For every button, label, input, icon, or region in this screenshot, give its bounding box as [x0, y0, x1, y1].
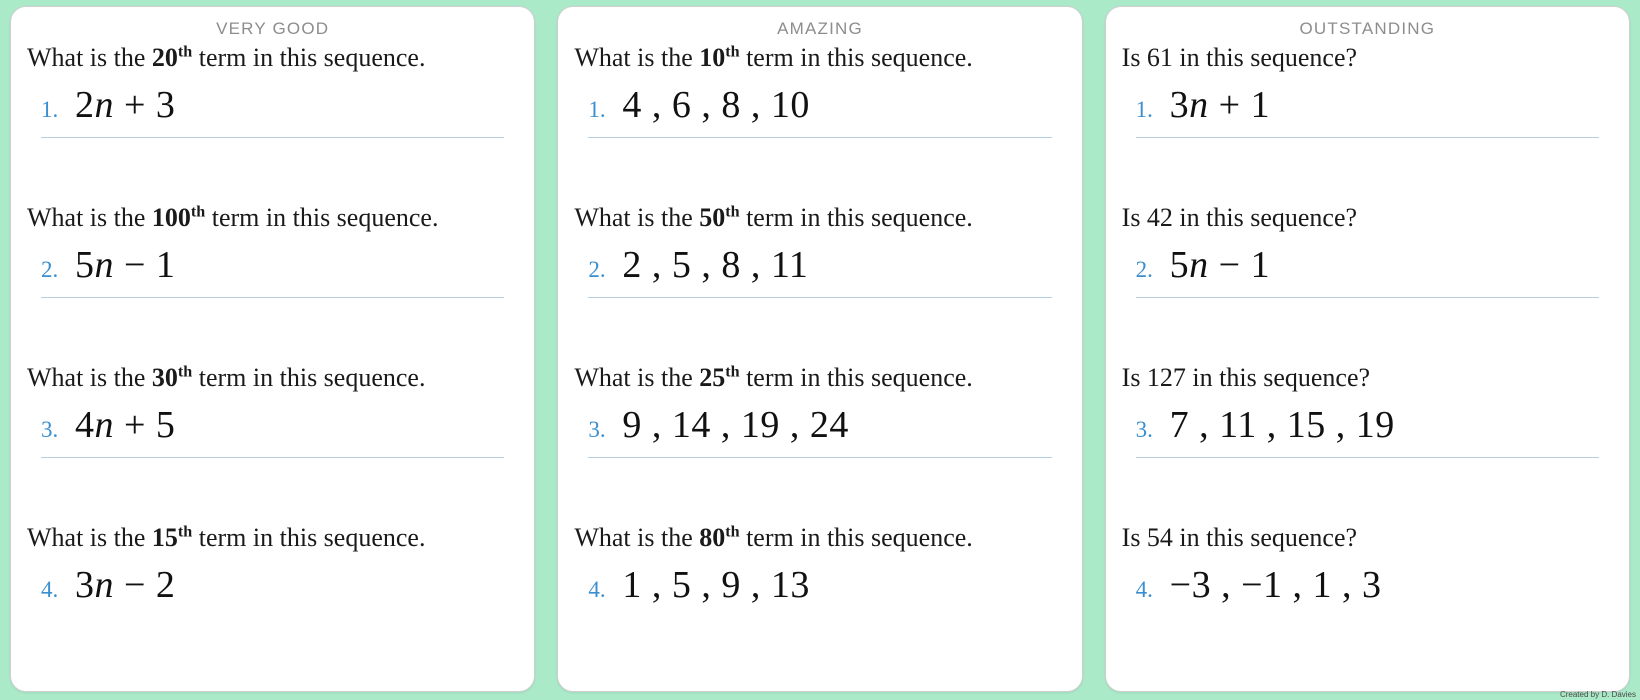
item-number: 4. [1135, 576, 1153, 602]
card-outstanding [1105, 6, 1630, 692]
item-number: 3. [41, 416, 59, 442]
question-item [27, 201, 518, 361]
question-text: What is the 80th term in this sequence. [574, 523, 973, 552]
answer-row [574, 243, 1065, 287]
question-text: Is 61 in this sequence? [1121, 43, 1358, 72]
question-item [574, 201, 1065, 361]
divider [588, 137, 1051, 138]
divider [1136, 137, 1599, 138]
item-number: 4. [588, 576, 606, 602]
card-title: OUTSTANDING [1299, 19, 1436, 38]
answer-row [1122, 83, 1613, 127]
answer-expression: 1 , 5 , 9 , 13 [622, 563, 810, 606]
question-item [1122, 361, 1613, 521]
question-text: What is the 100th term in this sequence. [27, 203, 439, 232]
card-title: AMAZING [777, 19, 863, 38]
question-list [27, 41, 518, 681]
divider [41, 457, 504, 458]
question-list [574, 41, 1065, 681]
answer-expression: 4 , 6 , 8 , 10 [622, 83, 810, 126]
card-title: VERY GOOD [216, 19, 330, 38]
question-item [574, 361, 1065, 521]
answer-expression: 2n + 3 [75, 83, 176, 126]
question-text: What is the 25th term in this sequence. [574, 363, 973, 392]
divider [41, 297, 504, 298]
card-amazing [557, 6, 1082, 692]
item-number: 3. [588, 416, 606, 442]
item-number: 2. [588, 256, 606, 282]
question-item [27, 361, 518, 521]
question-item [1122, 41, 1613, 201]
answer-expression: 4n + 5 [75, 403, 176, 446]
question-item [27, 41, 518, 201]
item-number: 3. [1135, 416, 1153, 442]
question-text: What is the 10th term in this sequence. [574, 43, 973, 72]
divider [588, 297, 1051, 298]
answer-expression: 3n − 2 [75, 563, 176, 606]
answer-expression: 9 , 14 , 19 , 24 [622, 403, 849, 446]
answer-row [1122, 243, 1613, 287]
item-number: 1. [588, 96, 606, 122]
answer-expression: 7 , 11 , 15 , 19 [1169, 403, 1395, 446]
item-number: 4. [41, 576, 59, 602]
divider [41, 137, 504, 138]
question-text: Is 54 in this sequence? [1121, 523, 1358, 552]
question-item [1122, 201, 1613, 361]
question-item [1122, 521, 1613, 681]
credit-note: Created by D. Davies [1559, 690, 1636, 699]
question-item [574, 521, 1065, 681]
answer-row [27, 563, 518, 607]
question-text: Is 127 in this sequence? [1121, 363, 1371, 392]
answer-expression: −3 , −1 , 1 , 3 [1169, 563, 1382, 606]
answer-expression: 3n + 1 [1169, 83, 1271, 126]
question-item [574, 41, 1065, 201]
answer-row [574, 83, 1065, 127]
question-item [27, 521, 518, 681]
answer-row [574, 403, 1065, 447]
divider [1136, 297, 1599, 298]
question-list [1122, 41, 1613, 681]
question-text: Is 42 in this sequence? [1121, 203, 1358, 232]
item-number: 2. [1135, 256, 1153, 282]
item-number: 1. [1135, 96, 1153, 122]
item-number: 2. [41, 256, 59, 282]
answer-row [27, 83, 518, 127]
question-text: What is the 15th term in this sequence. [27, 523, 426, 552]
item-number: 1. [41, 96, 59, 122]
question-text: What is the 20th term in this sequence. [27, 43, 426, 72]
answer-expression: 2 , 5 , 8 , 11 [622, 243, 809, 286]
answer-row [1122, 563, 1613, 607]
answer-expression: 5n − 1 [75, 243, 176, 286]
divider [1136, 457, 1599, 458]
question-text: What is the 30th term in this sequence. [27, 363, 426, 392]
answer-row [1122, 403, 1613, 447]
answer-expression: 5n − 1 [1169, 243, 1271, 286]
question-text: What is the 50th term in this sequence. [574, 203, 973, 232]
answer-row [27, 243, 518, 287]
answer-row [574, 563, 1065, 607]
card-very-good [10, 6, 535, 692]
divider [588, 457, 1051, 458]
answer-row [27, 403, 518, 447]
